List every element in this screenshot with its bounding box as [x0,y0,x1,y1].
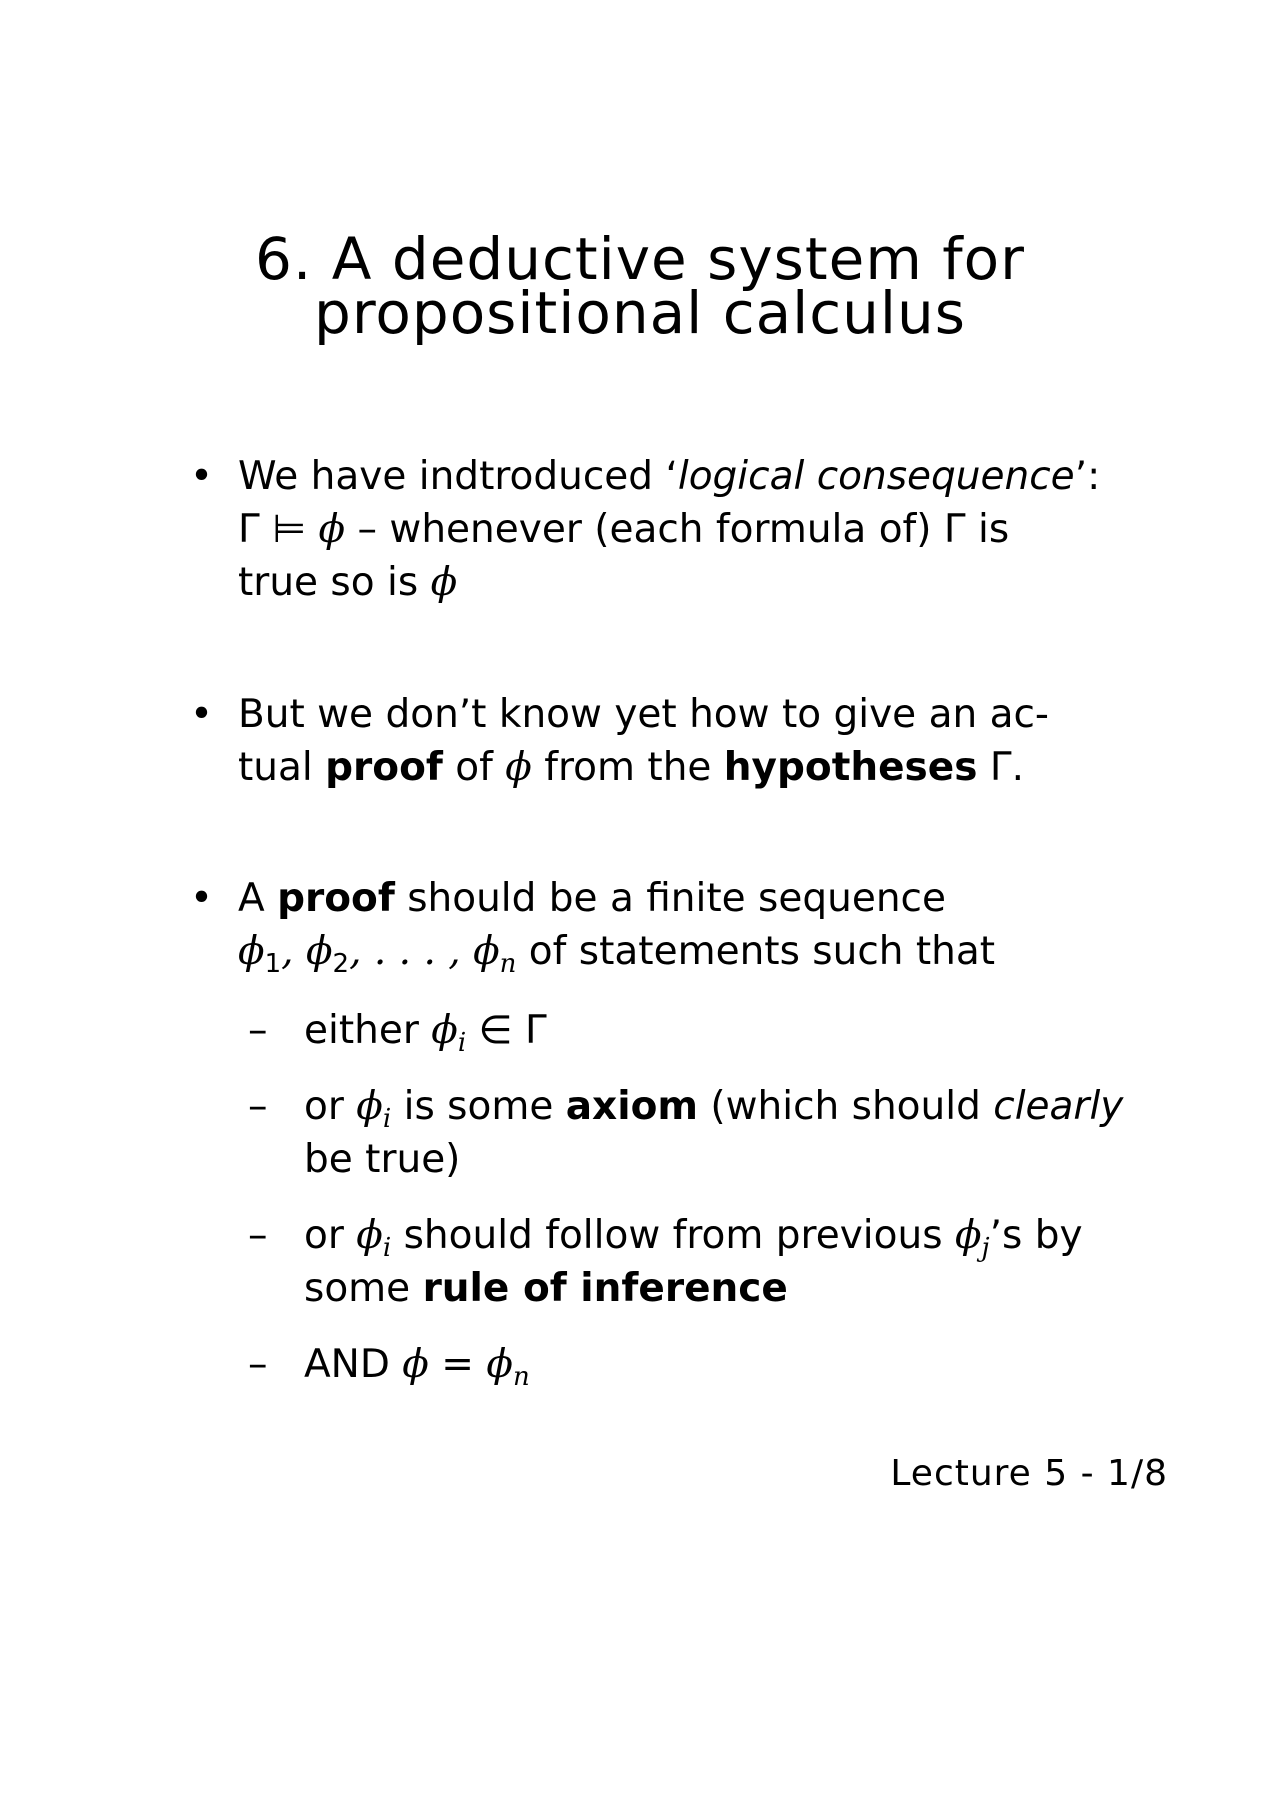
term-rule-of-inference: rule of inference [422,1266,788,1311]
term-clearly: clearly [993,1084,1124,1129]
title-line-1: 6. A deductive system for [254,225,1026,293]
subitem-axiom [248,1080,1188,1186]
subitem-content: AND $\phi = \phi_n$ [304,1342,530,1392]
subitem-dash: – [248,1084,268,1129]
subitem-hypothesis [248,1004,1188,1057]
slide-title [140,225,1140,347]
bullet-dot: • [190,876,214,921]
subitem-dash: – [248,1213,268,1258]
title-line-2: propositional calculus [314,279,966,347]
term-axiom: axiom [565,1084,699,1129]
page-footer: Lecture 5 - 1/8 [890,1453,1168,1494]
subitem-dash: – [248,1342,268,1387]
subitem-content: or $\phi_i$ is some axiom (which should clearly be true) [304,1084,1124,1182]
bullet-dot: • [190,454,214,499]
bullet-proof-definition [190,872,1180,978]
bullet-actual-proof [190,688,1180,794]
subitem-dash: – [248,1008,268,1053]
bullet-content: We have indtroduced ‘logical consequence’: Γ ⊨ ϕ – whenever (each formula of) Γ is true so is ϕ [238,454,1101,605]
term-proof: proof [277,876,395,921]
bullet-dot: • [190,692,214,737]
bullet-logical-consequence [190,450,1180,609]
term-proof: proof [325,745,443,790]
subitem-rule-of-inference [248,1209,1188,1315]
bullet-content: But we don’t know yet how to give an ac- tual proof of ϕ from the hypotheses Γ. [238,692,1050,790]
term-hypotheses: hypotheses [723,745,978,790]
subitem-content: either $\phi_i$ ∈ Γ [304,1008,547,1058]
subitem-content: or $\phi_i$ should follow from previous $\phi_j’s$ by some rule of inference [304,1213,1083,1311]
term-logical-consequence: logical consequence [677,454,1075,499]
bullet-content: A proof should be a finite sequence $\phi_1$, $\phi_2$, . . . , $\phi_n$ of statements such that [238,876,996,979]
subitem-conclusion [248,1338,1188,1391]
